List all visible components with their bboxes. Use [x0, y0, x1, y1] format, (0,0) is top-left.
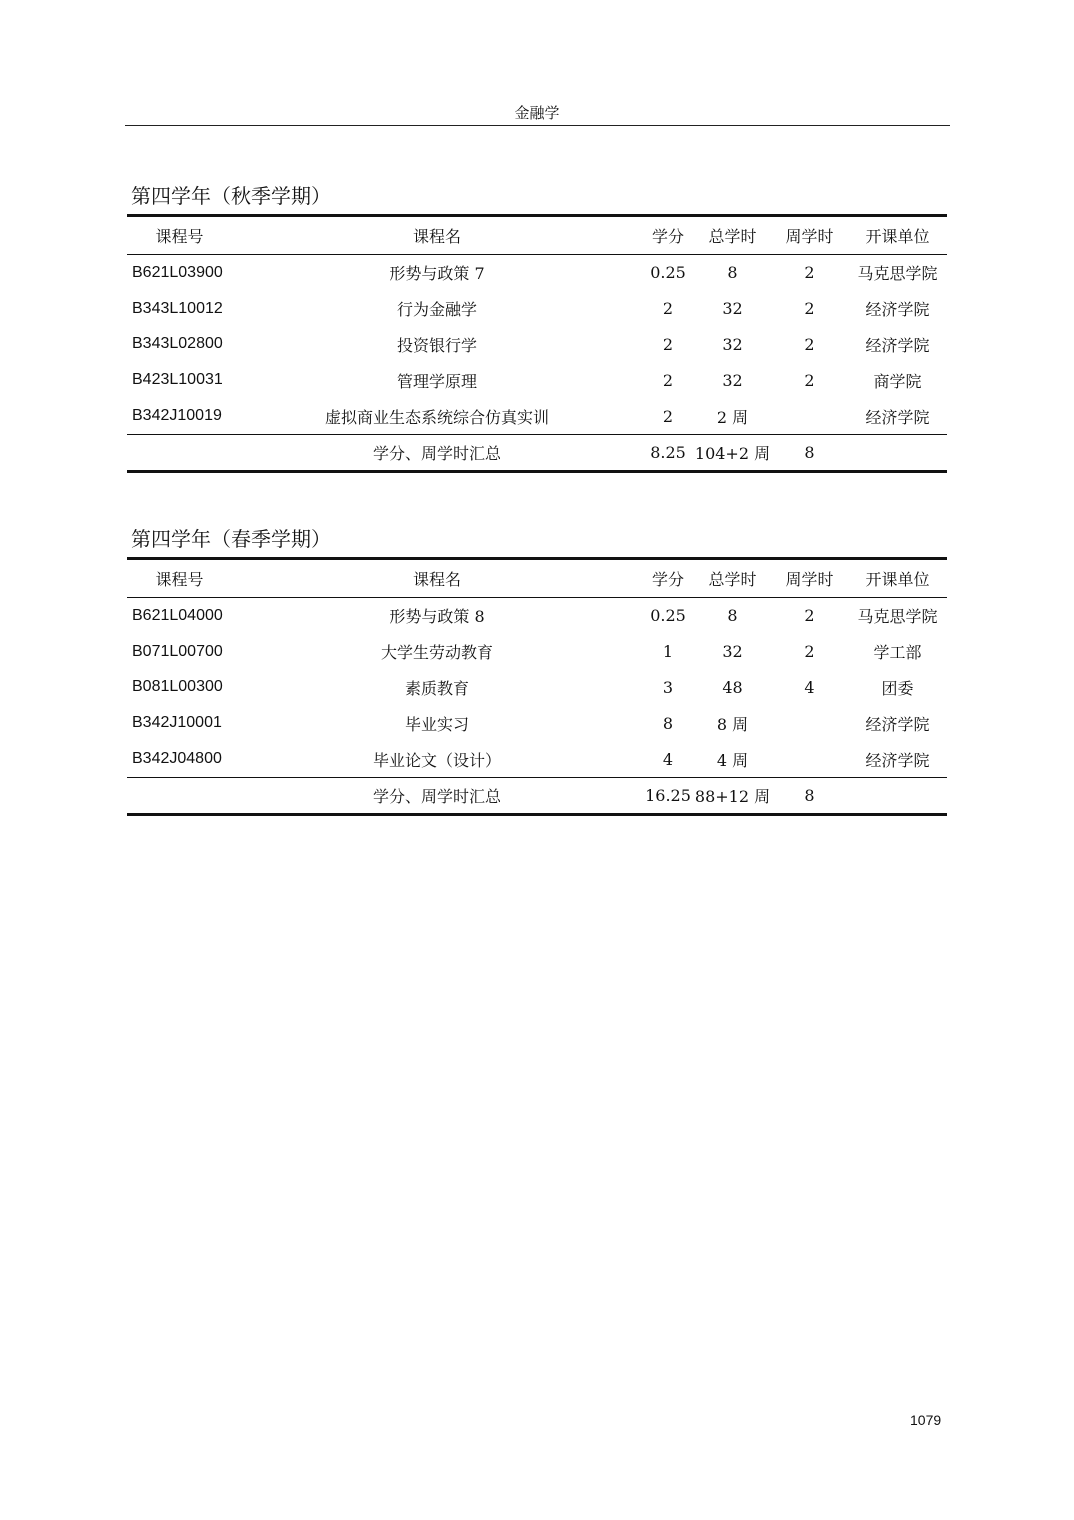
- column-header-unit: 开课单位: [865, 227, 930, 246]
- course-code: B071L00700: [132, 642, 223, 660]
- course-name: 形势与政策 7: [389, 264, 485, 284]
- summary-row: [127, 434, 947, 471]
- table-row: [127, 255, 947, 291]
- course-code: B081L00300: [132, 678, 223, 696]
- course-total-hours: 4 周: [716, 750, 749, 770]
- table-header-row: [127, 216, 947, 255]
- course-unit: 经济学院: [865, 714, 930, 734]
- column-header-unit: 开课单位: [865, 570, 930, 589]
- course-weekly-hours: [771, 705, 848, 741]
- course-name: 行为金融学: [396, 300, 477, 320]
- course-unit: 经济学院: [865, 300, 930, 320]
- course-weekly-hours: [771, 741, 848, 777]
- course-code: B423L10031: [132, 371, 223, 389]
- course-credit: 2: [662, 370, 674, 390]
- course-total-hours: 32: [722, 334, 743, 354]
- course-credit: 1: [662, 642, 674, 662]
- table-row: [127, 705, 947, 741]
- course-name: 素质教育: [404, 678, 469, 698]
- course-weekly-hours: 2: [804, 370, 815, 390]
- course-code: B621L03900: [132, 263, 223, 281]
- course-weekly-hours: 2: [804, 334, 815, 354]
- course-total-hours: 8: [727, 263, 738, 283]
- course-name: 形势与政策 8: [389, 607, 485, 627]
- table-row: [127, 634, 947, 670]
- course-table-spring: [127, 557, 947, 816]
- course-total-hours: 32: [722, 299, 743, 319]
- course-total-hours: 8: [727, 606, 738, 626]
- table-row: [127, 291, 947, 327]
- course-code: B342J10019: [132, 407, 222, 425]
- course-unit: 马克思学院: [857, 264, 938, 284]
- summary-label: 学分、周学时汇总: [372, 443, 501, 463]
- course-weekly-hours: 2: [804, 606, 815, 626]
- table-row: [127, 741, 947, 777]
- column-header-code: 课程号: [155, 227, 204, 246]
- summary-row: [127, 777, 947, 814]
- course-credit: 0.25: [650, 606, 686, 626]
- course-credit: 2: [662, 334, 674, 354]
- course-unit: 团委: [881, 678, 914, 698]
- course-weekly-hours: 2: [804, 299, 815, 319]
- table-row: [127, 598, 947, 634]
- course-total-hours: 2 周: [716, 407, 749, 427]
- course-credit: 8: [662, 713, 674, 733]
- course-name: 投资银行学: [396, 335, 477, 355]
- column-header-total-hours: 总学时: [708, 227, 757, 246]
- course-table-autumn: [127, 214, 947, 473]
- course-total-hours: 32: [722, 370, 743, 390]
- course-credit: 2: [662, 406, 674, 426]
- summary-credit: 8.25: [650, 442, 686, 462]
- section-title-autumn: 第四学年（秋季学期）: [131, 184, 331, 208]
- course-weekly-hours: 2: [804, 642, 815, 662]
- summary-credit: 16.25: [645, 785, 691, 805]
- course-weekly-hours: 4: [804, 677, 815, 697]
- course-name: 管理学原理: [396, 371, 477, 391]
- course-name: 毕业实习: [404, 714, 469, 734]
- section-title-spring: 第四学年（春季学期）: [131, 527, 331, 551]
- column-header-name: 课程名: [412, 570, 461, 589]
- table-row: [127, 398, 947, 434]
- column-header-weekly-hours: 周学时: [785, 227, 834, 246]
- course-unit: 经济学院: [865, 407, 930, 427]
- summary-weekly-hours: 8: [804, 442, 815, 462]
- course-code: B621L04000: [132, 606, 223, 624]
- course-code: B343L02800: [132, 335, 223, 353]
- course-name: 毕业论文（设计）: [372, 750, 501, 770]
- course-credit: 0.25: [650, 263, 686, 283]
- course-unit: 商学院: [873, 371, 922, 391]
- table-row: [127, 327, 947, 363]
- course-unit: 经济学院: [865, 750, 930, 770]
- course-unit: 经济学院: [865, 335, 930, 355]
- course-weekly-hours: [771, 398, 848, 434]
- course-unit: 马克思学院: [857, 607, 938, 627]
- course-name: 虚拟商业生态系统综合仿真实训: [324, 407, 549, 427]
- course-name: 大学生劳动教育: [380, 643, 493, 663]
- running-header-rule: [125, 125, 950, 126]
- course-total-hours: 32: [722, 642, 743, 662]
- course-total-hours: 8 周: [716, 714, 749, 734]
- table-header-row: [127, 559, 947, 598]
- column-header-code: 课程号: [155, 570, 204, 589]
- running-header-title: 金融学: [514, 104, 560, 122]
- summary-total-hours: 88+12 周: [694, 786, 771, 806]
- course-code: B343L10012: [132, 299, 223, 317]
- table-row: [127, 670, 947, 706]
- column-header-credit: 学分: [651, 227, 684, 246]
- column-header-total-hours: 总学时: [708, 570, 757, 589]
- table-row: [127, 362, 947, 398]
- summary-weekly-hours: 8: [804, 785, 815, 805]
- course-credit: 4: [662, 749, 674, 769]
- page-number: 1079: [910, 1412, 942, 1428]
- course-unit: 学工部: [873, 643, 922, 663]
- summary-label: 学分、周学时汇总: [372, 786, 501, 806]
- column-header-name: 课程名: [412, 227, 461, 246]
- course-weekly-hours: 2: [804, 263, 815, 283]
- summary-total-hours: 104+2 周: [694, 443, 771, 463]
- course-credit: 3: [662, 677, 674, 697]
- course-code: B342J10001: [132, 714, 222, 732]
- course-total-hours: 48: [722, 677, 743, 697]
- column-header-weekly-hours: 周学时: [785, 570, 834, 589]
- column-header-credit: 学分: [651, 570, 684, 589]
- course-code: B342J04800: [132, 750, 222, 768]
- course-credit: 2: [662, 299, 674, 319]
